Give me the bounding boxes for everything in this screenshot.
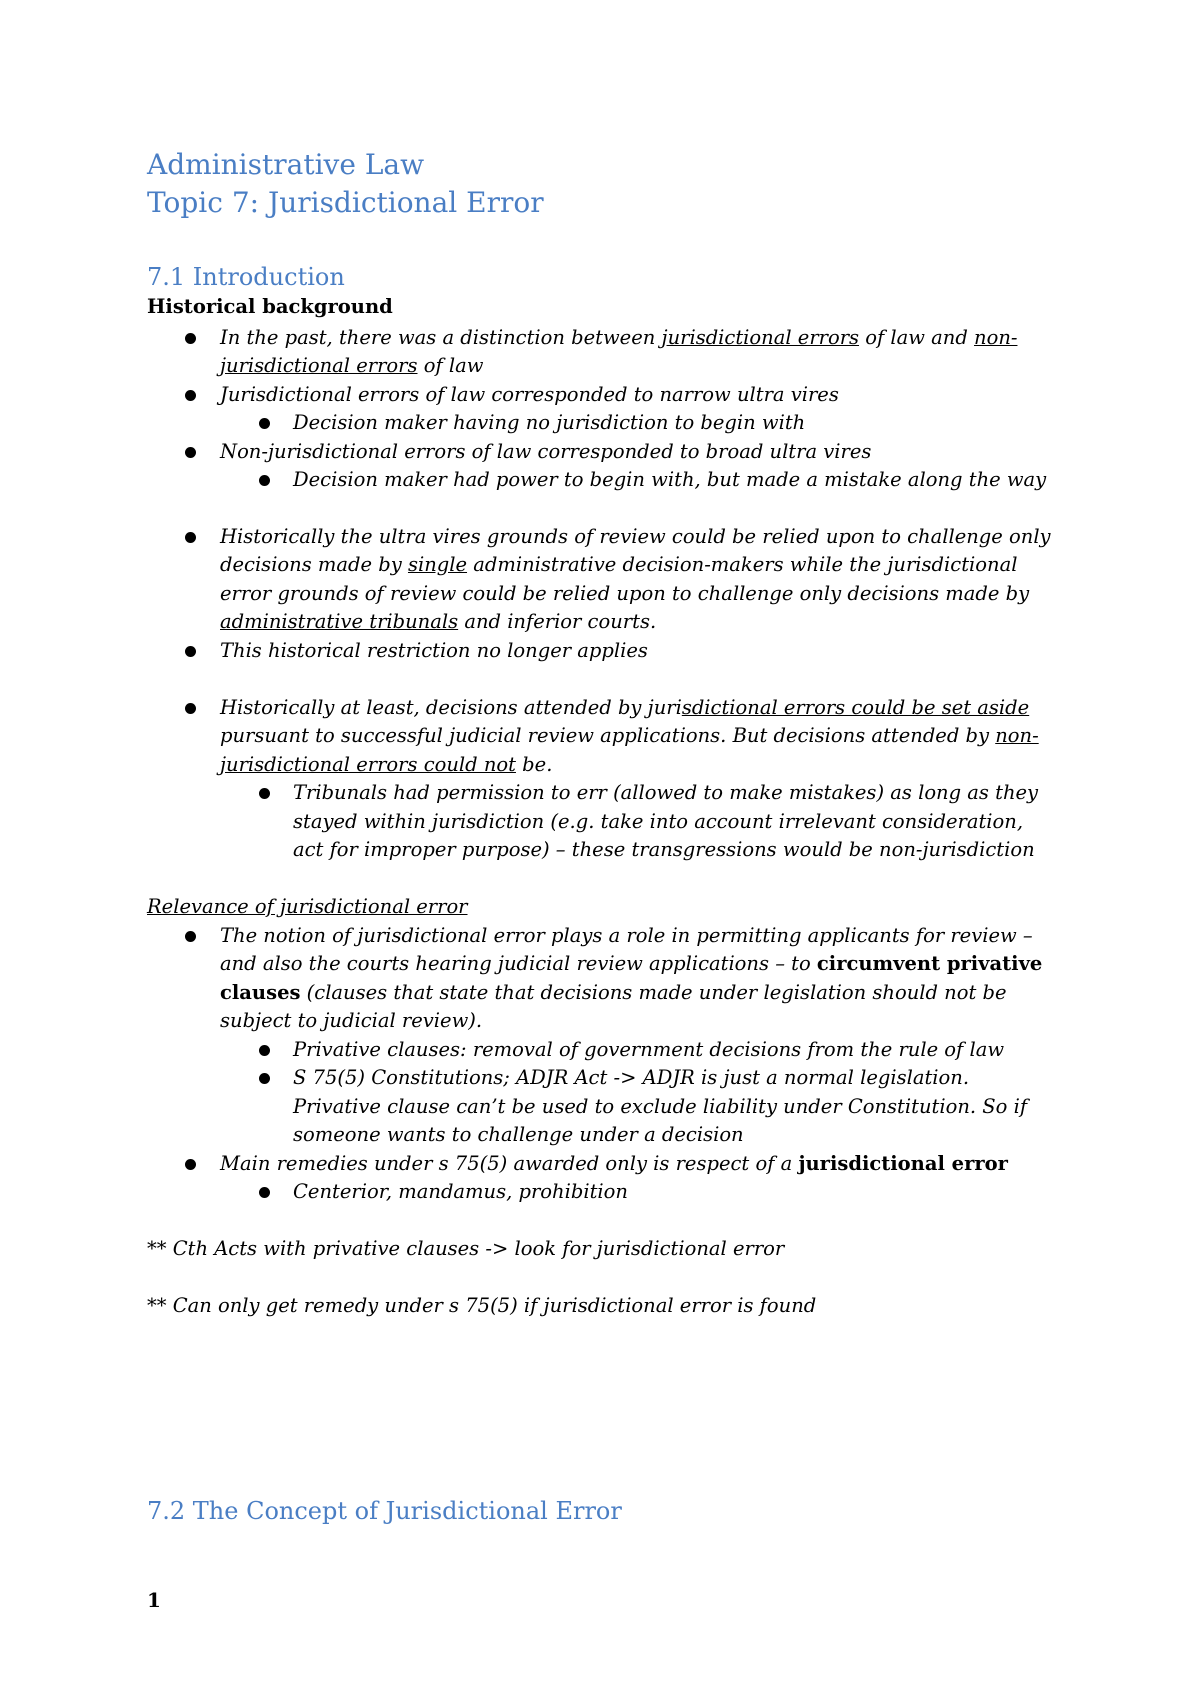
list-item-continued: clauses (clauses that state that decisions made under legislation should not be bbox=[220, 981, 1007, 1004]
list-subitem-continued: someone wants to challenge under a decision bbox=[293, 1123, 744, 1146]
list-subitem-continued: act for improper purpose) – these transgressions would be non-jurisdiction bbox=[293, 838, 1035, 861]
list-subitem: Centerior, mandamus, prohibition bbox=[293, 1180, 628, 1203]
list-subitem-continued: stayed within jurisdiction (e.g. take into account irrelevant consideration, bbox=[293, 810, 1024, 833]
bullet-icon bbox=[259, 788, 270, 799]
list-item: Historically at least, decisions attended by jurisdictional errors could be set aside bbox=[220, 696, 1030, 719]
list-item-continued: jurisdictional errors of law bbox=[220, 354, 484, 377]
list-item-continued: pursuant to successful judicial review applications. But decisions attended by non- bbox=[220, 724, 1039, 747]
list-item: Historically the ultra vires grounds of review could be relied upon to challenge only bbox=[220, 525, 1051, 548]
list-item-continued: error grounds of review could be relied upon to challenge only decisions made by bbox=[220, 582, 1030, 605]
bullet-icon bbox=[185, 447, 196, 458]
list-subitem: S 75(5) Constitutions; ADJR Act -> ADJR is just a normal legislation. bbox=[293, 1066, 970, 1089]
list-subitem: Decision maker had power to begin with, but made a mistake along the way bbox=[293, 468, 1047, 491]
list-item-continued: decisions made by single administrative decision-makers while the jurisdictional bbox=[220, 553, 1018, 576]
list-item: In the past, there was a distinction between jurisdictional errors of law and non- bbox=[220, 326, 1018, 349]
list-subitem: Privative clauses: removal of government decisions from the rule of law bbox=[293, 1038, 1005, 1061]
bullet-icon bbox=[185, 703, 196, 714]
bullet-icon bbox=[185, 1159, 196, 1170]
bullet-icon bbox=[185, 390, 196, 401]
page-number: 1 bbox=[147, 1588, 161, 1612]
list-item-continued: and also the courts hearing judicial review applications – to circumvent privative bbox=[220, 952, 1043, 975]
bullet-icon bbox=[185, 646, 196, 657]
bullet-icon bbox=[185, 333, 196, 344]
bullet-icon bbox=[259, 1073, 270, 1084]
section-heading-7-1: 7.1 Introduction bbox=[147, 263, 345, 291]
list-item: Non-jurisdictional errors of law corresponded to broad ultra vires bbox=[220, 440, 872, 463]
bullet-icon bbox=[259, 418, 270, 429]
document-title: Administrative Law bbox=[147, 148, 425, 181]
list-item-continued: subject to judicial review). bbox=[220, 1009, 483, 1032]
list-item: Jurisdictional errors of law corresponded to narrow ultra vires bbox=[220, 383, 839, 406]
list-subitem: Tribunals had permission to err (allowed to make mistakes) as long as they bbox=[293, 781, 1039, 804]
bullet-icon bbox=[185, 931, 196, 942]
bullet-icon bbox=[185, 532, 196, 543]
list-subitem-continued: Privative clause can’t be used to exclude liability under Constitution. So if bbox=[293, 1095, 1028, 1118]
note: ** Cth Acts with privative clauses -> look for jurisdictional error bbox=[147, 1237, 785, 1260]
bullet-icon bbox=[259, 1187, 270, 1198]
list-item: Main remedies under s 75(5) awarded only is respect of a jurisdictional error bbox=[220, 1152, 1008, 1175]
subheading-relevance: Relevance of jurisdictional error bbox=[147, 895, 468, 918]
list-subitem: Decision maker having no jurisdiction to begin with bbox=[293, 411, 806, 434]
bullet-icon bbox=[259, 1045, 270, 1056]
list-item: This historical restriction no longer applies bbox=[220, 639, 648, 662]
note: ** Can only get remedy under s 75(5) if jurisdictional error is found bbox=[147, 1294, 817, 1317]
list-item-continued: jurisdictional errors could not be. bbox=[220, 753, 553, 776]
section-heading-7-2: 7.2 The Concept of Jurisdictional Error bbox=[147, 1497, 622, 1525]
list-item: The notion of jurisdictional error plays a role in permitting applicants for review – bbox=[220, 924, 1033, 947]
list-item-continued: administrative tribunals and inferior courts. bbox=[220, 610, 657, 633]
document-subtitle: Topic 7: Jurisdictional Error bbox=[147, 186, 544, 219]
bullet-icon bbox=[259, 475, 270, 486]
subheading-historical: Historical background bbox=[147, 295, 393, 318]
